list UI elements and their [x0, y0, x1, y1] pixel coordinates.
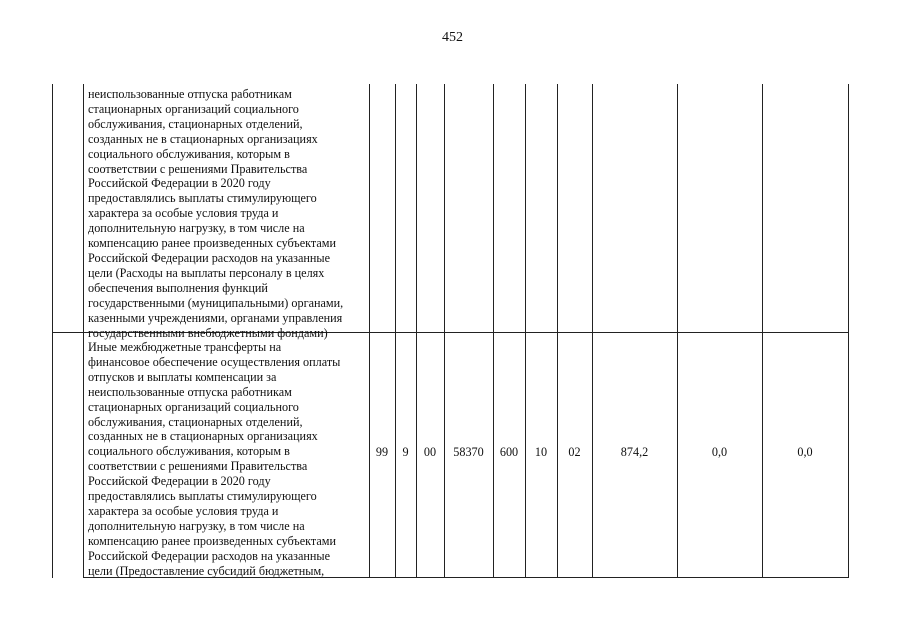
column-divider	[444, 84, 445, 578]
description-line: обслуживания, стационарных отделений,	[88, 414, 303, 429]
code-main-event: 00	[423, 445, 437, 459]
description-line: характера за особые условия труда и	[88, 206, 279, 221]
column-divider	[493, 84, 494, 578]
description-line: Иные межбюджетные трансферты на	[88, 340, 282, 354]
code-section: 10	[534, 445, 548, 459]
column-divider	[83, 84, 84, 578]
column-divider	[677, 84, 678, 578]
table-right-border	[848, 84, 849, 578]
description-line: государственными (муниципальными) органами,	[88, 295, 344, 310]
row-1-description	[88, 87, 368, 340]
code-direction: 58370	[453, 445, 484, 459]
description-line: финансовое обеспечение осуществления оплаты	[88, 354, 341, 369]
description-line: обслуживания, стационарных отделений,	[88, 116, 303, 131]
code-expense-type: 600	[499, 445, 519, 459]
description-line: стационарных организаций социального	[88, 399, 299, 414]
column-divider	[416, 84, 417, 578]
description-line: соответствии с решениями Правительства	[88, 459, 308, 474]
description-line: Российской Федерации в 2020 году	[88, 176, 271, 191]
description-line: цели (Предоставление субсидий бюджетным,	[88, 563, 325, 578]
column-divider	[395, 84, 396, 578]
description-line: Российской Федерации расходов на указанные	[88, 548, 331, 563]
description-line: стационарных организаций социального	[88, 101, 299, 116]
description-line: обеспечения выполнения функций	[88, 280, 268, 295]
code-subprogram: 9	[402, 445, 409, 459]
description-line: социального обслуживания, которым в	[88, 444, 290, 459]
description-line: соответствии с решениями Правительства	[88, 161, 308, 176]
column-divider	[557, 84, 558, 578]
amount-year-3: 0,0	[797, 445, 813, 459]
column-divider	[369, 84, 370, 578]
description-line: неиспользованные отпуска работникам	[88, 87, 292, 101]
page-number: 452	[442, 30, 463, 45]
description-line: социального обслуживания, которым в	[88, 146, 290, 161]
code-subsection: 02	[568, 445, 581, 459]
description-line: предоставлялись выплаты стимулирующего	[88, 191, 317, 206]
budget-table	[52, 84, 849, 578]
column-divider	[525, 84, 526, 578]
description-line: Российской Федерации расходов на указанные	[88, 250, 331, 265]
column-divider	[762, 84, 763, 578]
description-line: созданных не в стационарных организациях	[88, 429, 318, 444]
description-line: характера за особые условия труда и	[88, 503, 279, 518]
description-line: компенсацию ранее произведенных субъектами	[88, 236, 337, 251]
description-line: Российской Федерации в 2020 году	[88, 474, 271, 489]
amount-year-2: 0,0	[711, 445, 728, 459]
description-line: компенсацию ранее произведенных субъектами	[88, 533, 337, 548]
description-line: дополнительную нагрузку, в том числе на	[88, 518, 305, 533]
column-divider	[592, 84, 593, 578]
code-program: 99	[375, 445, 389, 459]
description-line: казенными учреждениями, органами управления	[88, 310, 343, 325]
description-line: созданных не в стационарных организациях	[88, 131, 318, 146]
description-line: предоставлялись выплаты стимулирующего	[88, 489, 317, 504]
table-left-border	[52, 84, 53, 578]
description-line: дополнительную нагрузку, в том числе на	[88, 221, 305, 236]
description-line: цели (Расходы на выплаты персоналу в целях	[88, 265, 325, 280]
row-2-description	[88, 340, 368, 579]
description-line: неиспользованные отпуска работникам	[88, 384, 292, 399]
description-line: отпусков и выплаты компенсации за	[88, 369, 277, 384]
amount-year-1: 874,2	[620, 445, 649, 459]
description-line: государственными внебюджетными фондами)	[88, 325, 328, 340]
